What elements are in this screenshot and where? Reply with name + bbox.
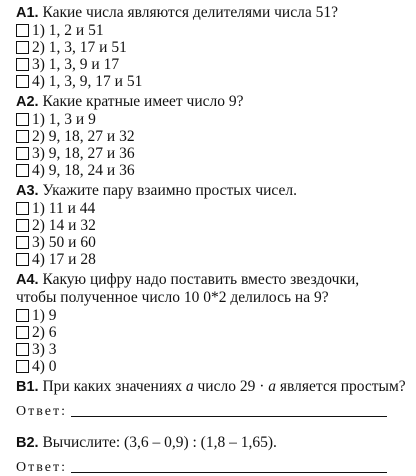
question-a4 (16, 271, 416, 375)
answer-line-b1[interactable] (16, 402, 416, 420)
checkbox[interactable] (16, 219, 29, 232)
option-label: 4) 9, 18, 24 и 36 (32, 162, 135, 179)
option-label: 3) 50 и 60 (32, 234, 96, 251)
option-label: 2) 1, 3, 17 и 51 (32, 39, 127, 56)
question-a3-number: A3. (16, 183, 39, 199)
checkbox[interactable] (16, 253, 29, 266)
checkbox[interactable] (16, 130, 29, 143)
question-a3-options (16, 200, 416, 268)
option-a4-3[interactable] (16, 341, 416, 358)
option-label: 2) 14 и 32 (32, 217, 96, 234)
checkbox[interactable] (16, 202, 29, 215)
question-b1-text-before: При каких значениях (42, 378, 183, 395)
option-label: 1) 1, 3 и 9 (32, 111, 96, 128)
option-a3-4[interactable] (16, 251, 416, 268)
option-label: 1) 1, 2 и 51 (32, 22, 104, 39)
option-label: 2) 9, 18, 27 и 32 (32, 128, 135, 145)
option-label: 4) 1, 3, 9, 17 и 51 (32, 73, 143, 90)
option-label: 4) 17 и 28 (32, 251, 96, 268)
option-a2-1[interactable] (16, 111, 416, 128)
question-a1-text: Какие числа являются делителями числа 51? (42, 4, 338, 21)
question-b2-title (16, 434, 416, 452)
checkbox[interactable] (16, 75, 29, 88)
checkbox[interactable] (16, 147, 29, 160)
checkbox[interactable] (16, 58, 29, 71)
question-a2-number: A2. (16, 94, 39, 110)
question-b2-text: Вычислите: (3,6 – 0,9) : (1,8 – 1,65). (42, 434, 277, 451)
option-label: 1) 11 и 44 (32, 200, 96, 217)
answer-label: Ответ: (16, 460, 67, 475)
question-b1-text-middle: число 29 · (197, 378, 265, 395)
question-a2-title (16, 93, 416, 111)
checkbox[interactable] (16, 113, 29, 126)
option-a2-2[interactable] (16, 128, 416, 145)
option-label: 1) 9 (32, 307, 57, 324)
option-a3-3[interactable] (16, 234, 416, 251)
question-a4-text: Какую цифру надо поставить вместо звездочки, чтобы полученное число 10 0*2 делилось на 9? (16, 271, 360, 306)
question-b1-number: B1. (16, 379, 39, 395)
checkbox[interactable] (16, 343, 29, 356)
option-a3-2[interactable] (16, 217, 416, 234)
option-label: 2) 6 (32, 324, 57, 341)
question-b1-text-after: является простым? (279, 378, 406, 395)
option-a2-4[interactable] (16, 162, 416, 179)
question-a4-title (16, 271, 396, 307)
option-a4-4[interactable] (16, 358, 416, 375)
variable-a: a (185, 378, 194, 395)
checkbox[interactable] (16, 236, 29, 249)
question-b2 (16, 434, 416, 476)
question-a1-title (16, 4, 416, 22)
question-a4-options (16, 307, 416, 375)
question-a3-title (16, 182, 416, 200)
checkbox[interactable] (16, 360, 29, 373)
checkbox[interactable] (16, 326, 29, 339)
question-a2-options (16, 111, 416, 179)
question-a1-number: A1. (16, 5, 39, 21)
option-a1-3[interactable] (16, 56, 416, 73)
checkbox[interactable] (16, 41, 29, 54)
option-label: 3) 9, 18, 27 и 36 (32, 145, 135, 162)
variable-a: a (268, 378, 277, 395)
answer-blank[interactable] (71, 471, 387, 473)
question-a2-text: Какие кратные имеет число 9? (42, 93, 244, 110)
question-a2 (16, 93, 416, 179)
option-a1-2[interactable] (16, 39, 416, 56)
option-label: 3) 1, 3, 9 и 17 (32, 56, 120, 73)
question-a1 (16, 4, 416, 90)
question-b1-title (16, 378, 416, 396)
option-a1-1[interactable] (16, 22, 416, 39)
question-b2-number: B2. (16, 435, 39, 451)
option-a2-3[interactable] (16, 145, 416, 162)
option-a4-1[interactable] (16, 307, 416, 324)
option-label: 3) 3 (32, 341, 57, 358)
option-label: 4) 0 (32, 358, 57, 375)
question-a4-number: A4. (16, 272, 39, 288)
answer-line-b2[interactable] (16, 458, 416, 476)
checkbox[interactable] (16, 164, 29, 177)
question-a1-options (16, 22, 416, 90)
checkbox[interactable] (16, 24, 29, 37)
question-b1 (16, 378, 416, 420)
option-a1-4[interactable] (16, 73, 416, 90)
option-a3-1[interactable] (16, 200, 416, 217)
checkbox[interactable] (16, 309, 29, 322)
answer-label: Ответ: (16, 404, 67, 419)
option-a4-2[interactable] (16, 324, 416, 341)
answer-blank[interactable] (71, 415, 387, 417)
question-a3-text: Укажите пару взаимно простых чисел. (42, 182, 297, 199)
question-a3 (16, 182, 416, 268)
